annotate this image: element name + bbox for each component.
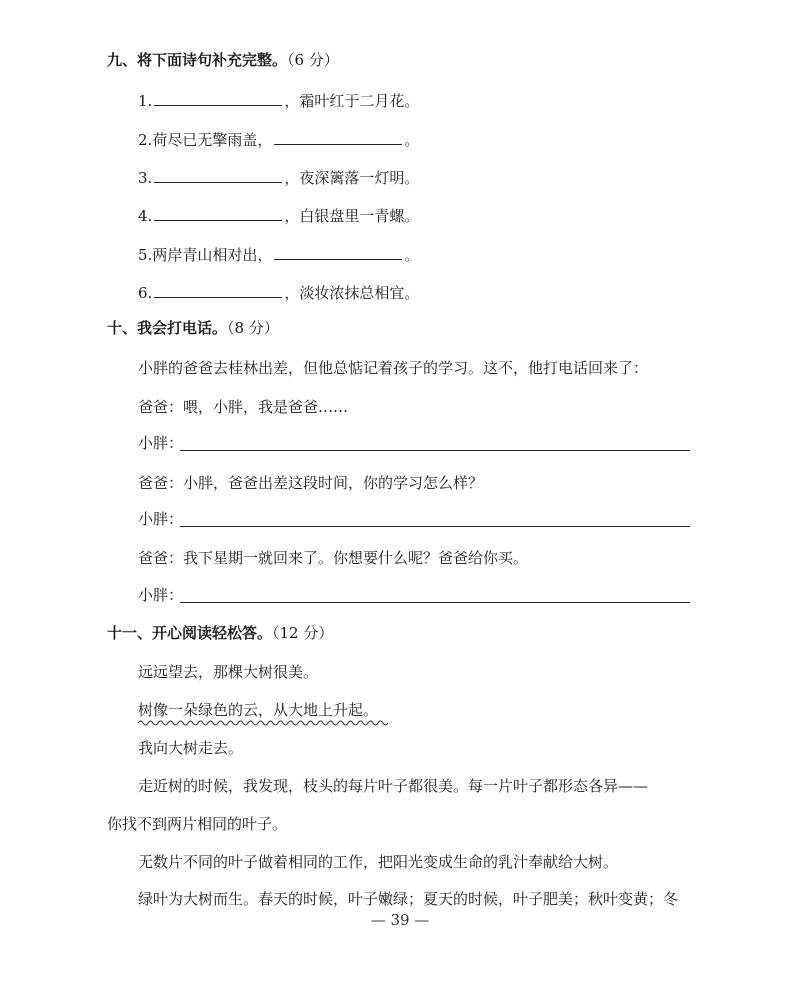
reading-paragraph-2 [138,700,378,720]
reading-paragraph-5: 无数片不同的叶子做着相同的工作，把阳光变成生命的乳汁奉献给大树。 [138,853,619,871]
poem-item-5 [138,243,419,265]
poem-item-num: 4. [138,207,153,225]
poem-item-after: 。 [404,131,420,149]
phone-intro: 小胖的爸爸去桂林出差，但他总惦记着孩子的学习。这不，他打电话回来了： [138,359,649,377]
dialog-text: 喂，小胖，我是爸爸…… [183,398,349,416]
section10-heading [107,318,279,338]
reading-paragraph-4-continued: 你找不到两片相同的叶子。 [107,815,288,833]
poem-item-1 [138,89,419,111]
section11-heading [107,623,333,643]
dialog-line-2 [138,433,183,453]
poem-item-6 [138,281,419,303]
wavy-sentence-text: 树像一朵绿色的云，从大地上升起。 [138,701,379,719]
poem-item-after: ，霜叶红于二月花。 [284,92,420,110]
dialog-speaker: 小胖： [138,434,184,452]
dialog-line-5 [138,548,528,568]
wavy-underline [138,719,388,727]
dialog-line-1 [138,397,348,417]
section10-title: 十、我会打电话。 [107,319,228,337]
dialog-speaker: 爸爸： [138,474,184,492]
poem-item-num: 2. [138,131,153,149]
poem-item-2 [138,128,419,150]
fill-blank-2[interactable] [274,128,402,145]
answer-line-3[interactable] [180,602,690,603]
dialog-text: 小胖，爸爸出差这段时间，你的学习怎么样？ [183,474,484,492]
page-number: — 39 — [370,911,430,929]
section9-heading [107,50,339,70]
reading-paragraph-4: 走近树的时候，我发现，枝头的每片叶子都很美。每一片叶子都形态各异—— [138,777,649,795]
dialog-line-4 [138,509,183,529]
dialog-line-3 [138,473,483,493]
section11-points: （12 分） [272,624,334,642]
section11-title: 十一、开心阅读轻松答。 [107,624,273,642]
section9-points: （6 分） [287,51,339,69]
answer-line-1[interactable] [180,450,690,451]
dialog-speaker: 小胖： [138,510,184,528]
poem-item-before: 荷尽已无擎雨盖， [152,131,273,149]
fill-blank-1[interactable] [154,89,282,106]
poem-item-4 [138,204,419,226]
poem-item-before: 两岸青山相对出， [152,246,273,264]
fill-blank-4[interactable] [154,204,282,221]
poem-item-after: ，淡妆浓抹总相宜。 [284,284,420,302]
poem-item-num: 1. [138,92,153,110]
dialog-line-6 [138,585,183,605]
fill-blank-6[interactable] [154,281,282,298]
answer-line-2[interactable] [180,526,690,527]
poem-item-num: 6. [138,284,153,302]
poem-item-3 [138,166,419,188]
fill-blank-5[interactable] [274,243,402,260]
poem-item-after: 。 [404,246,420,264]
fill-blank-3[interactable] [154,166,282,183]
poem-item-after: ，夜深篱落一灯明。 [284,169,420,187]
section9-title: 九、将下面诗句补充完整。 [107,51,288,69]
wavy-underlined-sentence [138,700,378,720]
poem-item-num: 3. [138,169,153,187]
reading-paragraph-1: 远远望去，那棵大树很美。 [138,663,319,681]
dialog-speaker: 爸爸： [138,398,184,416]
poem-item-after: ，白银盘里一青螺。 [284,207,420,225]
dialog-text: 我下星期一就回来了。你想要什么呢？爸爸给你买。 [183,549,529,567]
dialog-speaker: 小胖： [138,586,184,604]
dialog-speaker: 爸爸： [138,549,184,567]
section10-points: （8 分） [227,319,279,337]
reading-paragraph-3: 我向大树走去。 [138,739,244,757]
poem-item-num: 5. [138,246,153,264]
reading-paragraph-6: 绿叶为大树而生。春天的时候，叶子嫩绿；夏天的时候，叶子肥美；秋叶变黄；冬 [138,890,679,908]
